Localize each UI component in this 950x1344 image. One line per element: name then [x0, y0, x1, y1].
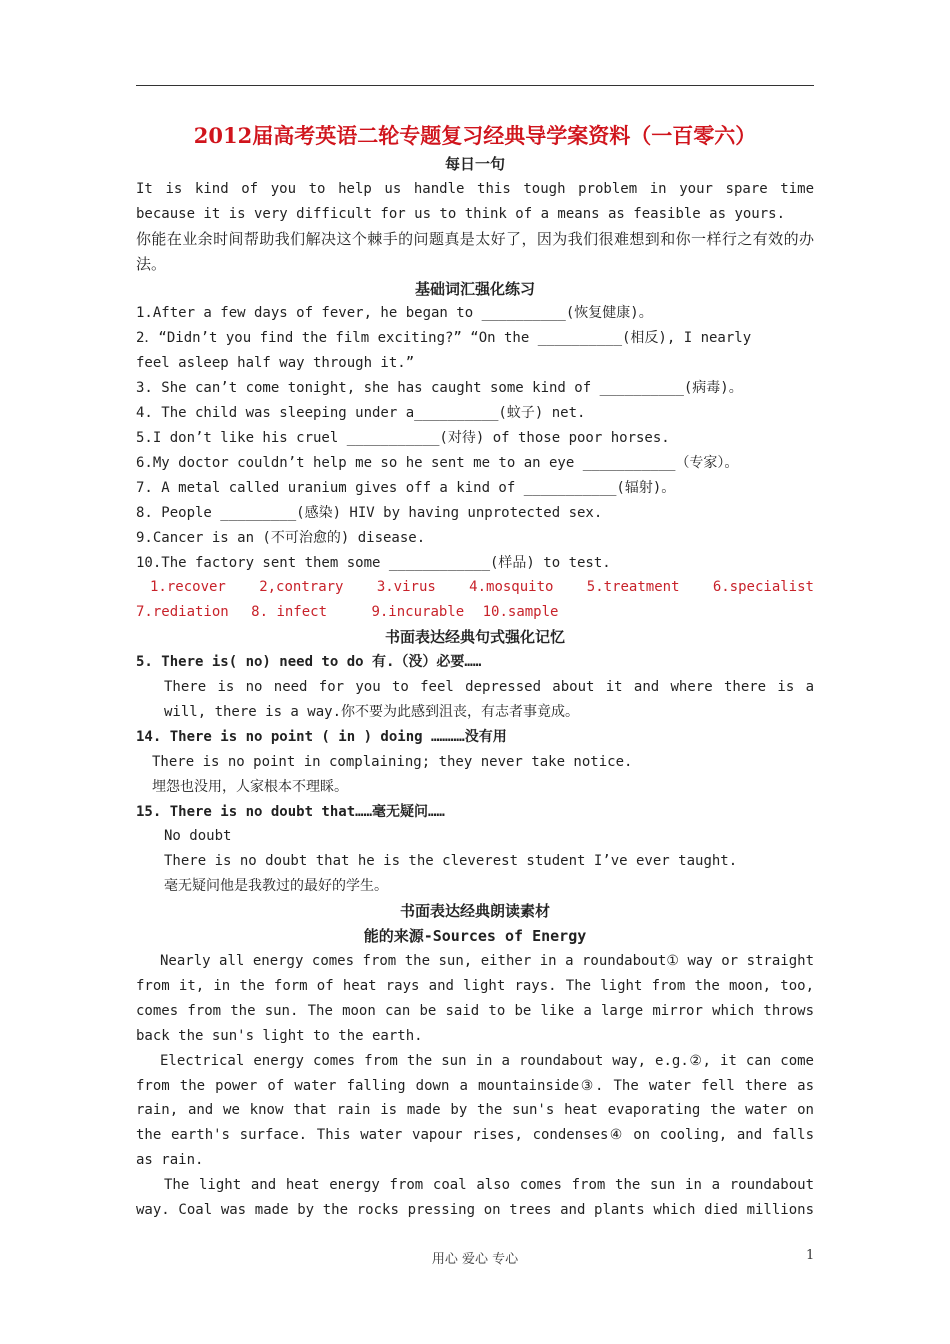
page-number: 1 [806, 1248, 815, 1263]
reading-paragraph: The light and heat energy from coal also comes from the sun in a roundabout way. Coal was made by the rocks pressing on trees and plants which died millions [136, 1177, 814, 1219]
answers-line [136, 600, 814, 625]
daily-heading: 每日一句 [444, 155, 505, 173]
answer-item: 4.mosquito [469, 579, 554, 596]
footer-slogan: 用心 爱心 专心 [431, 1252, 519, 1267]
reading-paragraph: Nearly all energy comes from the sun, either in a roundabout① way or straight from it, in the form of heat rays and light rays. The light from the moon, too, comes from the sun. The moon can be said to be like a large mirror which throws back the sun's light to the earth. [136, 953, 814, 1044]
pattern-example [136, 750, 814, 800]
answers-line [136, 575, 814, 600]
daily-sentence-en [136, 177, 814, 227]
pattern-example-line: 埋怨也没用，人家根本不理睬。 [152, 778, 348, 795]
vocab-item: 10.The factory sent them some ____________(样品) to test. [136, 554, 611, 571]
page-content [136, 120, 814, 1223]
patterns-list [136, 650, 814, 899]
vocab-item: feel asleep half way through it.” [136, 355, 415, 372]
vocab-item: 2．“Didn’t you find the film exciting?” “On the __________(相反), I nearly [136, 330, 752, 347]
patterns-heading: 书面表达经典句式强化记忆 [384, 628, 565, 647]
answer-item: 7.rediation [136, 604, 229, 621]
pattern-example [136, 675, 814, 725]
pattern-head: 15. There is no doubt that……毫无疑问…… [136, 803, 445, 820]
answer-item: 8. infect [251, 604, 328, 621]
pattern-example-line: will, there is a way.你不要为此感到沮丧，有志者事竟成。 [164, 703, 580, 720]
answer-item: 6.specialist [712, 579, 814, 596]
vocab-item: 5.I don’t like his cruel ___________(对待) of those poor horses. [136, 429, 670, 446]
pattern-head: 14. There is no point ( in ) doing …………没有用 [136, 728, 507, 745]
vocab-answers [136, 575, 814, 625]
pattern-example-line: No doubt [164, 828, 232, 845]
vocab-item: 3. She can’t come tonight, she has caught some kind of __________(病毒)。 [136, 380, 743, 397]
pattern-head: 5. There is( no) need to do 有.（没）必要…… [136, 654, 482, 671]
answer-item: 10.sample [482, 604, 559, 621]
answer-item: 5.treatment [586, 579, 680, 596]
reading-heading: 书面表达经典朗读素材 [399, 902, 550, 921]
header-rule [136, 85, 814, 86]
pattern-example-line: There is no doubt that he is the cleverest student I’ve ever taught. [164, 853, 738, 870]
pattern-example-line: 毫无疑问他是我教过的最好的学生。 [164, 878, 388, 895]
answer-item: 9.incurable [371, 604, 465, 621]
answer-item: 3.virus [376, 579, 436, 596]
vocab-list [136, 301, 814, 575]
daily-en-line: because it is very difficult for us to think of a means as feasible as yours. [136, 205, 786, 222]
reading-subheading: 能的来源-Sources of Energy [363, 927, 587, 946]
answer-item: 2,contrary [259, 579, 344, 596]
daily-sentence-zh: 你能在业余时间帮助我们解决这个棘手的问题真是太好了，因为我们很难想到和你一样行之有效的办法。 [136, 229, 814, 273]
vocab-item: 6.My doctor couldn’t help me so he sent me to an eye ___________（专家）。 [136, 454, 739, 471]
pattern-example [136, 824, 814, 899]
vocab-item: 8. People _________(感染) HIV by having unprotected sex. [136, 504, 603, 521]
vocab-item: 7. A metal called uranium gives off a kind of ___________(辐射)。 [136, 479, 676, 496]
pattern-example-line: There is no point in complaining; they never take notice. [152, 753, 633, 770]
answer-item: 1.recover [150, 579, 226, 596]
vocab-item: 9.Cancer is an (不可治愈的) disease. [136, 529, 426, 546]
document-title: 2012届高考英语二轮专题复习经典导学案资料（一百零六） [193, 123, 757, 148]
vocab-heading: 基础词汇强化练习 [414, 279, 535, 298]
reading-passage [136, 949, 814, 1223]
daily-en-line: It is kind of you to help us handle this tough problem in your spare time [136, 180, 814, 197]
vocab-item: 1.After a few days of fever, he began to __________(恢复健康)。 [136, 305, 653, 322]
reading-paragraph: Electrical energy comes from the sun in a roundabout way, e.g.②, it can come from the power of water falling down a mountainside③. The water fell there as rain, and we know that rain is made by the sun's heat evaporating the water on the earth's surface. This water vapour rises, condenses④ on cooling, and falls as rain. [136, 1052, 814, 1169]
pattern-example-line: There is no need for you to feel depressed about it and where there is a [164, 679, 814, 696]
vocab-item: 4. The child was sleeping under a__________(蚊子) net. [136, 405, 586, 422]
